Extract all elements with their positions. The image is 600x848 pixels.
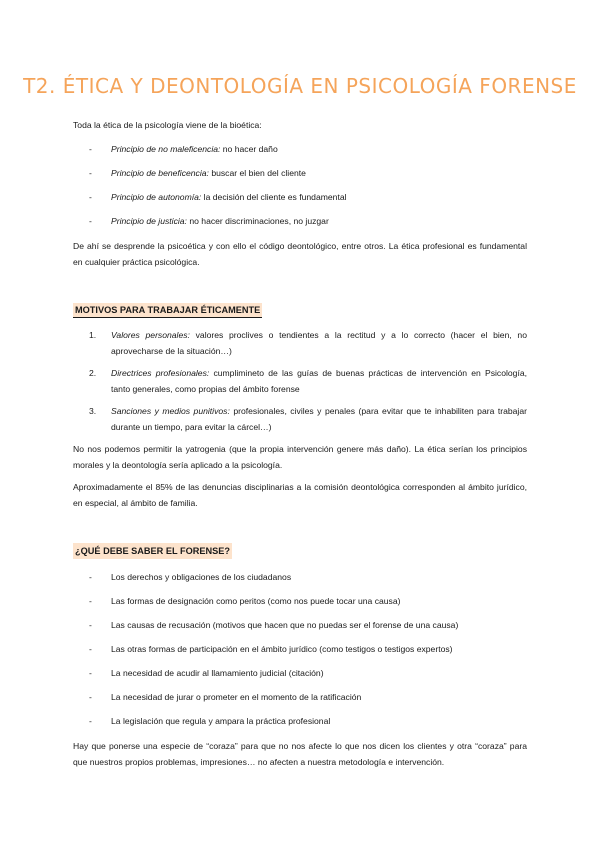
list-bullet: - xyxy=(89,692,92,702)
principle-name: Principio de no maleficencia: xyxy=(111,144,221,154)
list-bullet: - xyxy=(89,716,92,726)
list-number: 1. xyxy=(89,330,97,340)
principle-desc: la decisión del cliente es fundamental xyxy=(201,192,347,202)
list-bullet: - xyxy=(89,144,92,154)
paragraph-psicoetica: De ahí se desprende la psicoética y con ello el código deontológico, entre otros. La ética profesional es fundamental en cualquier práctica psicológica. xyxy=(73,241,527,267)
list-number: 3. xyxy=(89,406,97,416)
principle-name: Principio de justicia: xyxy=(111,216,187,226)
principle-desc: no hacer discriminaciones, no juzgar xyxy=(186,216,329,226)
list-item-text: La necesidad de jurar o prometer en el momento de la ratificación xyxy=(111,692,362,702)
list-bullet: - xyxy=(89,192,92,202)
list-bullet: - xyxy=(89,596,92,606)
list-bullet: - xyxy=(89,168,92,178)
motive-desc: valores proclives o tendientes a la rectitud y a lo correcto (hacer el bien, no aprovecharse de la situación…) xyxy=(111,330,527,356)
section-heading-motivos: MOTIVOS PARA TRABAJAR ÉTICAMENTE xyxy=(73,303,262,318)
motive-desc: profesionales, civiles y penales (para evitar que te inhabiliten para trabajar durante un tiempo, para evitar la cárcel…) xyxy=(111,406,527,432)
list-number: 2. xyxy=(89,368,97,378)
intro-paragraph: Toda la ética de la psicología viene de la bioética: xyxy=(73,120,262,130)
list-item-text: La legislación que regula y ampara la práctica profesional xyxy=(111,716,331,726)
list-bullet: - xyxy=(89,644,92,654)
principle-desc: buscar el bien del cliente xyxy=(208,168,306,178)
list-item-text: La necesidad de acudir al llamamiento judicial (citación) xyxy=(111,668,324,678)
list-item-text: Las formas de designación como peritos (como nos puede tocar una causa) xyxy=(111,596,401,606)
motive-name: Valores personales: xyxy=(111,330,190,340)
motive-desc: cumplimineto de las guías de buenas prácticas de intervención en Psicología, tanto generales, como propias del ámbito forense xyxy=(111,368,527,394)
list-bullet: - xyxy=(89,620,92,630)
list-item-text: Las otras formas de participación en el ámbito jurídico (como testigos o testigos expertos) xyxy=(111,644,453,654)
principle-name: Principio de beneficencia: xyxy=(111,168,209,178)
paragraph-denuncias: Aproximadamente el 85% de las denuncias disciplinarias a la comisión deontológica corresponden al ámbito jurídico, en especial, al ámbito de familia. xyxy=(73,482,527,508)
principle-name: Principio de autonomía: xyxy=(111,192,202,202)
motive-name: Directrices profesionales: xyxy=(111,368,210,378)
page-title: T2. ÉTICA Y DEONTOLOGÍA EN PSICOLOGÍA FORENSE xyxy=(23,74,577,98)
principle-desc: no hacer daño xyxy=(220,144,278,154)
paragraph-coraza: Hay que ponerse una especie de “coraza” para que no nos afecte lo que nos dicen los clientes y otra “coraza” para que nuestros propios problemas, impresiones… no afecten a nuestra metodología e intervención. xyxy=(73,741,527,767)
motive-name: Sanciones y medios punitivos: xyxy=(111,406,230,416)
list-bullet: - xyxy=(89,668,92,678)
section-heading-forense: ¿QUÉ DEBE SABER EL FORENSE? xyxy=(73,543,232,559)
list-bullet: - xyxy=(89,572,92,582)
list-bullet: - xyxy=(89,216,92,226)
list-item-text: Las causas de recusación (motivos que hacen que no puedas ser el forense de una causa) xyxy=(111,620,459,630)
paragraph-yatrogenia: No nos podemos permitir la yatrogenia (que la propia intervención genere más daño). La ética serían los principios morales y la deontología sería aplicado a la psicología. xyxy=(73,444,527,470)
list-item-text: Los derechos y obligaciones de los ciudadanos xyxy=(111,572,292,582)
